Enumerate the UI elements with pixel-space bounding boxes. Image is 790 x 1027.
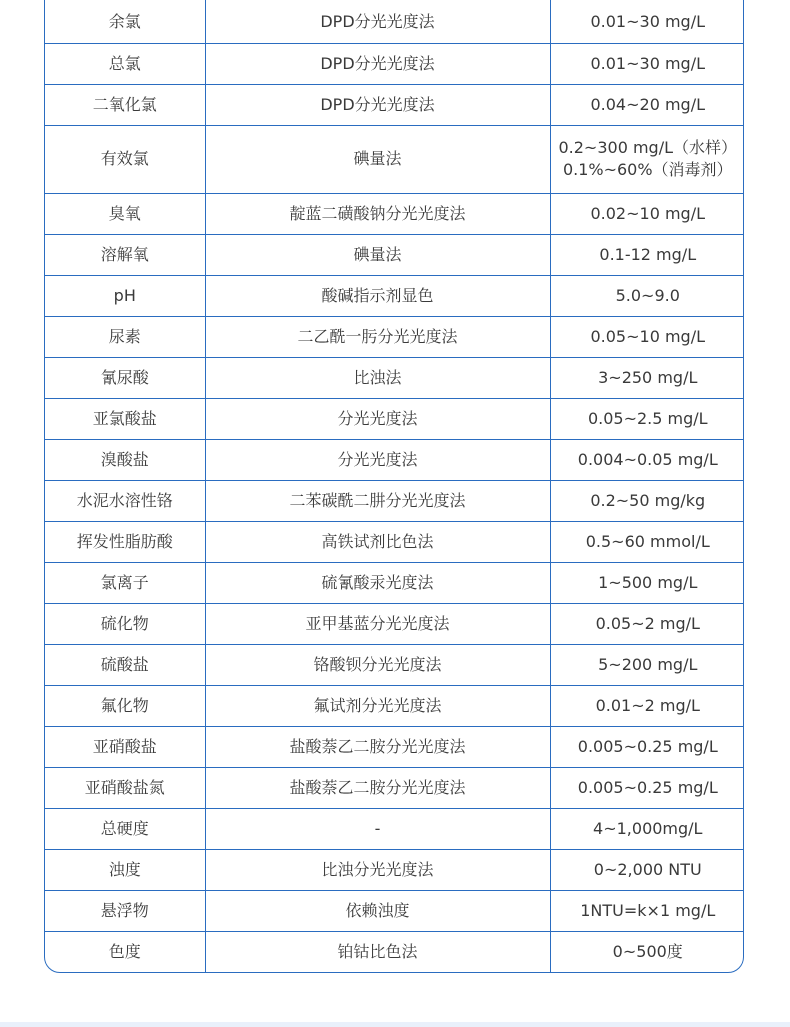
cell-range-line: 0.5~60 mmol/L xyxy=(585,531,710,551)
cell-range-line: 0.2~300 mg/L（水样） xyxy=(558,138,738,157)
cell-method: 铂钴比色法 xyxy=(205,931,550,972)
table-row xyxy=(45,603,744,644)
cell-range xyxy=(550,603,744,644)
cell-item: 亚硝酸盐 xyxy=(45,726,205,767)
cell-method: 靛蓝二磺酸钠分光光度法 xyxy=(205,193,550,234)
cell-range-line: 3~250 mg/L xyxy=(598,367,698,387)
cell-method: 高铁试剂比色法 xyxy=(205,521,550,562)
cell-range xyxy=(550,398,744,439)
cell-item: 硫化物 xyxy=(45,603,205,644)
table-row xyxy=(45,43,744,84)
cell-method: DPD分光光度法 xyxy=(205,84,550,125)
cell-item: 硫酸盐 xyxy=(45,644,205,685)
cell-method: 铬酸钡分光光度法 xyxy=(205,644,550,685)
cell-method: 盐酸萘乙二胺分光光度法 xyxy=(205,767,550,808)
cell-range xyxy=(550,357,744,398)
cell-range-line: 0.005~0.25 mg/L xyxy=(577,736,718,756)
cell-range xyxy=(550,43,744,84)
cell-item: 氟化物 xyxy=(45,685,205,726)
cell-method: 亚甲基蓝分光光度法 xyxy=(205,603,550,644)
table-row xyxy=(45,521,744,562)
table-row xyxy=(45,357,744,398)
cell-range-line: 0.04~20 mg/L xyxy=(590,94,706,114)
table-row xyxy=(45,234,744,275)
table-body xyxy=(45,0,744,972)
table-row xyxy=(45,480,744,521)
cell-method: 碘量法 xyxy=(205,125,550,193)
cell-range xyxy=(550,0,744,43)
table-row xyxy=(45,890,744,931)
table-row xyxy=(45,644,744,685)
bottom-background-strip xyxy=(0,1022,790,1027)
table-row xyxy=(45,398,744,439)
cell-range xyxy=(550,726,744,767)
parameter-table xyxy=(45,0,744,972)
cell-method: DPD分光光度法 xyxy=(205,43,550,84)
cell-range-line: 0.01~2 mg/L xyxy=(595,695,700,715)
cell-item: 亚氯酸盐 xyxy=(45,398,205,439)
table-row xyxy=(45,685,744,726)
cell-range-line: 0.05~10 mg/L xyxy=(590,326,706,346)
cell-range xyxy=(550,767,744,808)
table-row xyxy=(45,84,744,125)
cell-range xyxy=(550,234,744,275)
cell-range xyxy=(550,125,744,193)
cell-range xyxy=(550,439,744,480)
cell-item: 水泥水溶性铬 xyxy=(45,480,205,521)
cell-item: 亚硝酸盐氮 xyxy=(45,767,205,808)
cell-range-line: 1~500 mg/L xyxy=(598,572,698,592)
cell-range xyxy=(550,685,744,726)
cell-method: 分光光度法 xyxy=(205,439,550,480)
cell-method: 二乙酰一肟分光光度法 xyxy=(205,316,550,357)
cell-item: 悬浮物 xyxy=(45,890,205,931)
cell-range-line: 4~1,000mg/L xyxy=(593,818,703,838)
cell-range xyxy=(550,644,744,685)
cell-method: 依赖浊度 xyxy=(205,890,550,931)
cell-item: pH xyxy=(45,275,205,316)
cell-range-line: 0.1%~60%（消毒剂） xyxy=(562,160,733,179)
cell-range-line: 5~200 mg/L xyxy=(598,654,698,674)
cell-method: 碘量法 xyxy=(205,234,550,275)
cell-method: 分光光度法 xyxy=(205,398,550,439)
table-row xyxy=(45,193,744,234)
cell-item: 色度 xyxy=(45,931,205,972)
cell-item: 浊度 xyxy=(45,849,205,890)
cell-range xyxy=(550,931,744,972)
cell-item: 二氧化氯 xyxy=(45,84,205,125)
cell-range-line: 0.2~50 mg/kg xyxy=(590,490,706,510)
cell-range xyxy=(550,808,744,849)
table-row xyxy=(45,125,744,193)
cell-range-line: 0.005~0.25 mg/L xyxy=(577,777,718,797)
table-row xyxy=(45,849,744,890)
cell-method: 氟试剂分光光度法 xyxy=(205,685,550,726)
cell-range xyxy=(550,521,744,562)
cell-item: 氯离子 xyxy=(45,562,205,603)
cell-method: 二苯碳酰二肼分光光度法 xyxy=(205,480,550,521)
cell-range-line: 1NTU=k×1 mg/L xyxy=(580,900,716,920)
table-row xyxy=(45,562,744,603)
table-row xyxy=(45,726,744,767)
cell-range-line: 0.1-12 mg/L xyxy=(599,244,697,264)
cell-method: 硫氰酸汞光度法 xyxy=(205,562,550,603)
table-row xyxy=(45,767,744,808)
cell-item: 溶解氧 xyxy=(45,234,205,275)
cell-item: 溴酸盐 xyxy=(45,439,205,480)
cell-method: 比浊分光光度法 xyxy=(205,849,550,890)
cell-range xyxy=(550,849,744,890)
cell-range-line: 0~500度 xyxy=(612,941,683,961)
table-row xyxy=(45,0,744,43)
cell-item: 余氯 xyxy=(45,0,205,43)
cell-item: 臭氧 xyxy=(45,193,205,234)
cell-item: 挥发性脂肪酸 xyxy=(45,521,205,562)
cell-range-line: 0.01~30 mg/L xyxy=(590,53,706,73)
cell-range-line: 0.05~2 mg/L xyxy=(595,613,700,633)
cell-range-line: 0.02~10 mg/L xyxy=(590,203,706,223)
cell-range-line: 0.01~30 mg/L xyxy=(590,11,706,31)
cell-method: 酸碱指示剂显色 xyxy=(205,275,550,316)
table-row xyxy=(45,808,744,849)
cell-range xyxy=(550,890,744,931)
cell-method: DPD分光光度法 xyxy=(205,0,550,43)
cell-method: 比浊法 xyxy=(205,357,550,398)
cell-item: 总氯 xyxy=(45,43,205,84)
cell-item: 尿素 xyxy=(45,316,205,357)
cell-range-line: 0~2,000 NTU xyxy=(593,859,702,879)
cell-item: 氰尿酸 xyxy=(45,357,205,398)
cell-item: 有效氯 xyxy=(45,125,205,193)
cell-item: 总硬度 xyxy=(45,808,205,849)
table-row xyxy=(45,931,744,972)
cell-method: - xyxy=(205,808,550,849)
cell-range xyxy=(550,562,744,603)
cell-range-line: 0.05~2.5 mg/L xyxy=(587,408,708,428)
cell-range-line: 0.004~0.05 mg/L xyxy=(577,449,718,469)
table-row xyxy=(45,275,744,316)
cell-range xyxy=(550,480,744,521)
cell-range xyxy=(550,193,744,234)
table-row xyxy=(45,316,744,357)
cell-method: 盐酸萘乙二胺分光光度法 xyxy=(205,726,550,767)
cell-range xyxy=(550,316,744,357)
cell-range-line: 5.0~9.0 xyxy=(615,285,680,305)
table-row xyxy=(45,439,744,480)
cell-range xyxy=(550,275,744,316)
cell-range xyxy=(550,84,744,125)
parameter-table-frame xyxy=(44,0,744,973)
